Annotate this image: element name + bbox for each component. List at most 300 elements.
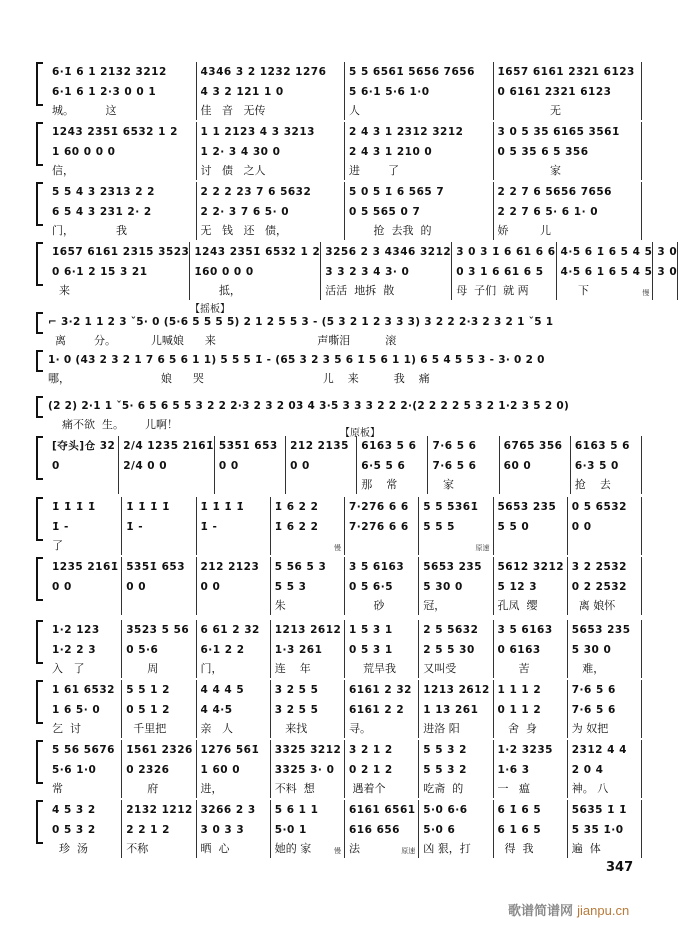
lower-voice: 6·1 2 2 xyxy=(200,644,245,656)
lyric: 抢 去我 的 xyxy=(349,224,432,237)
upper-voice: 3 2 5 5 xyxy=(274,684,319,696)
lyric: 下 xyxy=(560,284,590,297)
system-bracket xyxy=(36,312,43,334)
lower-voice: 1̇60 0 0 0 xyxy=(194,266,254,278)
upper-voice: 1213 2612 xyxy=(423,684,490,696)
measure xyxy=(344,122,493,180)
notation-line: 1· 0 (43 2 3 2 1 7 6 5 6 1 1) 5 5 5 1̇ - (65 3 2 3 5 6 1̇ 5 6 1 1) 6 5 4 5 5 3 - 3· 0 2 0 xyxy=(48,354,545,366)
lyric: 不料 想 xyxy=(274,782,315,795)
measure xyxy=(567,800,642,858)
lyric: 无 xyxy=(497,104,561,117)
lower-voice: 0 5 3 2 xyxy=(52,824,96,836)
lower-voice: 0 5·6 xyxy=(126,644,159,656)
measure xyxy=(270,680,344,738)
system-bracket xyxy=(36,800,43,844)
measure-row xyxy=(48,800,642,858)
tempo-annotation: 原速 xyxy=(401,847,416,855)
system-bracket xyxy=(36,396,43,418)
lyric: 她的 家 xyxy=(274,842,312,855)
lower-voice: 0 5 1 2 xyxy=(126,704,170,716)
upper-voice: 5 5 5361̇ xyxy=(423,501,479,513)
measure xyxy=(427,436,498,494)
watermark-en: jianpu.cn xyxy=(577,903,630,918)
measure-row xyxy=(48,62,642,120)
lower-voice: 1 60 0 xyxy=(200,764,241,776)
upper-voice: 5653 235 xyxy=(571,624,631,636)
measure xyxy=(344,497,418,555)
upper-voice: 6161 2 32 xyxy=(349,684,412,696)
measure xyxy=(418,497,492,555)
lower-voice: 0 2 1 2 xyxy=(349,764,393,776)
lower-voice: 1·3 261 xyxy=(274,644,323,656)
measure xyxy=(48,497,121,555)
upper-voice: 5 5 6561̇ 5656 7656 xyxy=(349,66,475,78)
upper-voice: 3 0 xyxy=(657,246,678,258)
lower-voice: 0 0 xyxy=(200,581,221,593)
lyric: 冠， xyxy=(423,599,446,612)
lyric: 了 xyxy=(52,539,63,552)
measure xyxy=(418,680,492,738)
system-bracket xyxy=(36,122,43,166)
lower-voice: 0 3 1 6 61 6 5 xyxy=(456,266,544,278)
upper-voice: 1213 2612 xyxy=(274,624,342,636)
measure xyxy=(270,740,344,798)
system-bracket xyxy=(36,620,43,664)
lyric: 孔凤 缨 xyxy=(497,599,538,612)
measure xyxy=(418,800,492,858)
measure xyxy=(48,800,121,858)
lyric: 舍 身 xyxy=(497,722,537,735)
measure xyxy=(48,740,121,798)
measure xyxy=(356,436,427,494)
lyric: 又叫受 xyxy=(423,662,457,675)
lower-voice: 3 0 3 3 xyxy=(200,824,245,836)
lower-voice: 0 2326 xyxy=(126,764,170,776)
measure xyxy=(493,182,643,240)
upper-voice: 2 2 2 23 7 6 5632 xyxy=(200,186,312,198)
lower-voice: 2 2 7 6 5· 6 1· 0 xyxy=(497,206,599,218)
upper-voice: 3325 3212 xyxy=(274,744,342,756)
lower-voice: 1̇ 6 2 2 xyxy=(274,521,319,533)
lower-voice: 2 4 3 1 210 0 xyxy=(349,146,433,158)
lower-voice: 2 5 5 30 xyxy=(423,644,475,656)
upper-voice: 1̇ 1̇ 1̇ 1̇ xyxy=(52,501,96,513)
upper-voice: 1̇ 1̇ 1̇ 1̇ xyxy=(126,501,170,513)
measure xyxy=(567,620,642,678)
lower-voice: 5 12 3 xyxy=(497,581,538,593)
lower-voice: 1 60 0 0 0 xyxy=(52,146,116,158)
lower-voice: 1·2 2 3 xyxy=(52,644,97,656)
lyric: 城。 这 xyxy=(52,104,117,117)
upper-voice: 1̇ 6 2 2 xyxy=(274,501,319,513)
upper-voice: 5 5 4 3 2313 2 2 xyxy=(52,186,155,198)
lyric: 苦 xyxy=(497,662,530,675)
measure xyxy=(270,557,344,615)
lyric: 信， xyxy=(52,164,74,177)
lower-voice: 1 6 5· 0 xyxy=(52,704,101,716)
measure xyxy=(652,242,678,300)
lower-voice: 2 2· 3 7 6 5· 0 xyxy=(200,206,290,218)
lyric xyxy=(498,537,567,555)
lyric xyxy=(290,476,356,494)
upper-voice: 3266 2 3 xyxy=(200,804,256,816)
upper-voice: 3523 5 56 xyxy=(126,624,190,636)
measure xyxy=(270,497,344,555)
upper-voice: 7·6 5 6 xyxy=(432,440,477,452)
single-staff xyxy=(48,312,642,350)
measure xyxy=(493,740,567,798)
lyric: 亲 人 xyxy=(200,722,233,735)
lyric: 母 子们 就 两 xyxy=(456,284,529,297)
measure-row xyxy=(48,182,642,240)
upper-voice: 1276 561̇ xyxy=(200,744,260,756)
measure xyxy=(121,557,195,615)
lower-voice: 6161 2 2 xyxy=(349,704,405,716)
lyric: 家 xyxy=(497,164,561,177)
upper-voice: [夺头]仓 32 xyxy=(52,440,116,452)
lyric: 荒旱我 xyxy=(349,662,396,675)
measure xyxy=(493,557,567,615)
lyric: 不称 xyxy=(126,842,149,855)
measure xyxy=(196,800,270,858)
system-bracket xyxy=(36,350,43,372)
upper-voice: 5351̇ 653 xyxy=(218,440,278,452)
lyric xyxy=(201,537,270,555)
lower-voice: 2 2 1 2 xyxy=(126,824,170,836)
lyric: 无 钱 还 债， xyxy=(200,224,287,237)
lower-voice: 5 5 3 2 xyxy=(423,764,467,776)
lower-voice: 0 0 xyxy=(218,460,239,472)
lyric: 那 常 xyxy=(361,478,398,491)
system-bracket xyxy=(36,740,43,784)
lyric: 入 了 xyxy=(52,662,85,675)
measure xyxy=(196,182,345,240)
lower-voice: 1·6 3 xyxy=(497,764,530,776)
lower-voice: 60 0 xyxy=(503,460,532,472)
lower-voice: 6·1 6 1 2·3 0 0 1 xyxy=(52,86,157,98)
lyric: 一 瘟 xyxy=(497,782,530,795)
measure xyxy=(344,557,418,615)
page-number: 347 xyxy=(606,860,634,875)
system-bracket xyxy=(36,242,43,286)
lower-voice: 616 656 xyxy=(349,824,400,836)
single-staff xyxy=(48,350,642,388)
upper-voice: 5351̇ 653 xyxy=(126,561,186,573)
upper-voice: 2 2 7 6 5656 7656 xyxy=(497,186,612,198)
yaoban-marking: 【摇板】 xyxy=(190,304,230,315)
measure-row xyxy=(48,497,642,555)
lower-voice: 1̇ - xyxy=(52,521,69,533)
measure xyxy=(570,436,642,494)
measure xyxy=(196,740,270,798)
measure xyxy=(48,62,196,120)
upper-voice: 1243 2351̇ 6532 1 2 xyxy=(52,126,178,138)
upper-voice: 6163 5 6 xyxy=(574,440,630,452)
lyric: 家 xyxy=(432,478,454,491)
lyric xyxy=(349,537,418,555)
measure xyxy=(567,680,642,738)
upper-voice: 6161 6561 xyxy=(349,804,416,816)
lower-voice: 6·3 5 0 xyxy=(574,460,619,472)
upper-voice: 3 0 3 1̇ 6 61 6 6 xyxy=(456,246,556,258)
upper-voice: 5 6 1 1 xyxy=(274,804,319,816)
measure xyxy=(451,242,555,300)
upper-voice: 2 4 3 1 2312 3212 xyxy=(349,126,464,138)
measure xyxy=(196,62,345,120)
watermark-cn: 歌谱简谱网 xyxy=(508,904,574,919)
measure xyxy=(270,800,344,858)
lyric: 讨 债 之人 xyxy=(200,164,266,177)
measure xyxy=(196,122,345,180)
lyric: 进， xyxy=(200,782,223,795)
measure xyxy=(48,182,196,240)
tempo-annotation: 原速 xyxy=(475,544,490,552)
lyric: 晒 心 xyxy=(200,842,230,855)
lyric: 府 xyxy=(126,782,159,795)
lower-voice: 5 30 0 xyxy=(423,581,463,593)
upper-voice: 0 5 6532 xyxy=(571,501,627,513)
lower-voice: 1 13 261 xyxy=(423,704,479,716)
measure xyxy=(320,242,451,300)
measure xyxy=(48,122,196,180)
lower-voice: 5 5 5 xyxy=(423,521,455,533)
lyric: 乞 讨 xyxy=(52,722,81,735)
measure xyxy=(118,436,214,494)
lyric xyxy=(52,476,118,494)
upper-voice: 1 1 2123 4 3 3213 xyxy=(200,126,315,138)
lower-voice: 4 4·5 xyxy=(200,704,233,716)
lyric xyxy=(201,597,270,615)
yuanban-marking: 【原板】 xyxy=(340,428,380,439)
lower-voice: 5 30 0 xyxy=(571,644,612,656)
lyric: 常 xyxy=(52,782,63,795)
measure xyxy=(270,620,344,678)
notation-line: ⌐ 3·2 1 1 2 3 ˇ5· 0 (5·6 5 5 5 5) 2 1 2 5 5 3 - (5 3 2 1 2 3 3 3) 3 2 2 2·3 2 3 2 1 ˇ5 1 xyxy=(48,316,554,328)
lyric-line: 哪， 娘 哭 儿 来 我 痛 xyxy=(48,372,430,385)
upper-voice: 2132 1212 xyxy=(126,804,193,816)
lyric: 来找 xyxy=(274,722,308,735)
upper-voice: 6 61 2 32 xyxy=(200,624,260,636)
upper-voice: 6765 356 xyxy=(503,440,563,452)
lower-voice: 5 6·1 5·6 1·0 xyxy=(349,86,430,98)
measure xyxy=(196,680,270,738)
lower-voice: 0 0 xyxy=(52,581,72,593)
upper-voice: 5·0 6·6 xyxy=(423,804,468,816)
lower-voice: 3 3 2 3 4 3· 0 xyxy=(325,266,410,278)
measure xyxy=(121,620,195,678)
upper-voice: 1243 2351̇ 6532 1 2 xyxy=(194,246,321,258)
upper-voice: 5 56 5676 xyxy=(52,744,115,756)
lower-voice: 0 0 xyxy=(290,460,310,472)
lyric xyxy=(123,476,214,494)
lower-voice: 1 2· 3 4 30 0 xyxy=(200,146,281,158)
lower-voice: 2/4 0 0 xyxy=(123,460,168,472)
upper-voice: 5 5 1 2 xyxy=(126,684,170,696)
tempo-annotation: 慢 xyxy=(334,544,341,552)
upper-voice: 212 2135 xyxy=(290,440,349,452)
measure-row xyxy=(48,620,642,678)
lyric: 离 娘怀 xyxy=(571,599,616,612)
upper-voice: 4 4 4 5 xyxy=(200,684,245,696)
lyric: 门， xyxy=(200,662,223,675)
measure-row xyxy=(48,122,642,180)
lyric: 吃斋 的 xyxy=(423,782,464,795)
measure xyxy=(493,800,567,858)
lyric: 难， xyxy=(571,662,605,675)
upper-voice: 7·6 5 6 xyxy=(571,684,616,696)
measure xyxy=(344,182,493,240)
upper-voice: 5635 1̇ 1̇ xyxy=(571,804,627,816)
measure xyxy=(48,436,118,494)
lyric: 遇着个 xyxy=(349,782,386,795)
measure xyxy=(121,740,195,798)
lyric xyxy=(572,537,641,555)
measure xyxy=(121,497,195,555)
upper-voice: 7·276 6 6 xyxy=(349,501,409,513)
lyric: 凶 狠，打 xyxy=(423,842,471,855)
upper-voice: 212 2123 xyxy=(200,561,260,573)
lyric: 寻。 xyxy=(349,722,371,735)
lower-voice: 0 5 3 1 xyxy=(349,644,393,656)
upper-voice: 1 61 6532 xyxy=(52,684,115,696)
tempo-annotation: 慢 xyxy=(334,847,341,855)
lower-voice: 5·0 1 xyxy=(274,824,307,836)
lower-voice: 3 2 5 5 xyxy=(274,704,319,716)
lyric xyxy=(219,476,285,494)
upper-voice: 1 5 3 1 xyxy=(349,624,393,636)
upper-voice: 5 56 5 3 xyxy=(274,561,327,573)
lyric: 连 年 xyxy=(274,662,311,675)
lower-voice: 4·5 6 1 6 5 4 5 xyxy=(560,266,653,278)
measure xyxy=(48,242,189,300)
system-bracket xyxy=(36,680,43,724)
measure xyxy=(121,680,195,738)
lower-voice: 3 0 xyxy=(657,266,678,278)
measure xyxy=(493,680,567,738)
lower-voice: 0 xyxy=(52,460,60,472)
measure-row xyxy=(48,242,678,300)
lower-voice: 1̇ - xyxy=(126,521,144,533)
measure xyxy=(48,557,121,615)
system-bracket xyxy=(36,182,43,226)
lyric: 砂 xyxy=(349,599,385,612)
lyric: 人 xyxy=(349,104,360,117)
lyric: 来 xyxy=(52,284,70,297)
measure xyxy=(344,800,418,858)
upper-voice: 3 2 2532 xyxy=(571,561,627,573)
upper-voice: 1̇ 1̇ 1̇ 1̇ xyxy=(200,501,245,513)
upper-voice: 4 5 3 2 xyxy=(52,804,96,816)
measure xyxy=(556,242,653,300)
lower-voice: 0 0 xyxy=(571,521,592,533)
upper-voice: 3 5 6163 xyxy=(349,561,405,573)
lyric: 娇 儿 xyxy=(497,224,551,237)
lower-voice: 0 5 565 0 7 xyxy=(349,206,421,218)
lower-voice: 6 5 4 3 231 2· 2 xyxy=(52,206,152,218)
upper-voice: 2312 4 4 xyxy=(571,744,627,756)
lower-voice: 7·276 6 6 xyxy=(349,521,409,533)
upper-voice: 1̇657 6161 2315 3523 xyxy=(52,246,190,258)
measure-row xyxy=(48,680,642,738)
lower-voice: 5 5 0 xyxy=(497,521,530,533)
measure xyxy=(418,557,492,615)
measure xyxy=(493,62,643,120)
lyric: 活活 地拆 散 xyxy=(325,284,395,297)
lower-voice: 0 5 35 6 5 356 xyxy=(497,146,589,158)
lyric: 为 奴把 xyxy=(571,722,609,735)
tempo-annotation: 慢 xyxy=(642,289,650,297)
measure xyxy=(189,242,320,300)
notation-line: (2 2) 2·1 1 ˇ5· 6 5 6 5 5 3 2 2 2·3 2 3 2 03 4 3·5 3 3 3 2 2 2·(2 2 2 2 5 3 2 1·2 3 5 2 0) xyxy=(48,400,570,412)
upper-voice: 3 2 1 2 xyxy=(349,744,393,756)
upper-voice: 1̇657 6161 2321 6123 xyxy=(497,66,635,78)
measure xyxy=(196,620,270,678)
measure xyxy=(344,620,418,678)
lower-voice: 5 5 3 xyxy=(274,581,307,593)
upper-voice: 5 5 3 2 xyxy=(423,744,467,756)
lower-voice: 6·5 5 6 xyxy=(361,460,406,472)
lower-voice: 6 1 6 5 xyxy=(497,824,542,836)
measure xyxy=(344,680,418,738)
lyric: 法 xyxy=(349,842,360,855)
lower-voice: 2 0 4 xyxy=(571,764,604,776)
measure xyxy=(499,436,570,494)
lower-voice: 3325 3· 0 xyxy=(274,764,335,776)
lyric xyxy=(52,597,121,615)
lower-voice: 0 5 6·5 xyxy=(349,581,394,593)
lower-voice: 0 6161 2321 6123 xyxy=(497,86,612,98)
upper-voice: 5 0 5 1̇ 6 565 7 xyxy=(349,186,445,198)
measure xyxy=(196,497,270,555)
measure xyxy=(196,557,270,615)
measure xyxy=(214,436,285,494)
upper-voice: 1235 2161̇ xyxy=(52,561,119,573)
lower-voice: 1̇ - xyxy=(200,521,218,533)
lyric xyxy=(126,597,195,615)
lyric: 朱 xyxy=(274,599,286,612)
lower-voice: 0 6163 xyxy=(497,644,541,656)
upper-voice: 4346 3 2 1232 1276 xyxy=(200,66,327,78)
lyric: 进洛 阳 xyxy=(423,722,460,735)
lyric: 遍 体 xyxy=(571,842,601,855)
upper-voice: 6 1̇ 6 5 xyxy=(497,804,542,816)
lyric: 佳 音 无传 xyxy=(200,104,266,117)
lower-voice: 7·6 5 6 xyxy=(432,460,477,472)
lyric xyxy=(504,476,570,494)
upper-voice: 3 0 5 35 6165 3561̇ xyxy=(497,126,620,138)
lyric xyxy=(657,282,677,300)
lower-voice: 0 6·1 2 15 3 21 xyxy=(52,266,148,278)
upper-voice: 4·5 6 1̇ 6 5 4 5 xyxy=(560,246,653,258)
measure-row xyxy=(48,436,642,494)
measure xyxy=(567,557,642,615)
lyric: 千里把 xyxy=(126,722,167,735)
lower-voice: 4 3 2 121 1 0 xyxy=(200,86,284,98)
lower-voice: 0 1 1 2 xyxy=(497,704,542,716)
measure xyxy=(493,497,567,555)
lyric: 得 我 xyxy=(497,842,534,855)
lyric: 抵， xyxy=(194,284,241,297)
upper-voice: 6163 5 6 xyxy=(361,440,417,452)
system-bracket xyxy=(36,436,43,480)
upper-voice: 3 5 6163 xyxy=(497,624,553,636)
measure xyxy=(493,122,643,180)
watermark xyxy=(508,900,629,919)
lower-voice: 5 35 1̇·0 xyxy=(571,824,624,836)
upper-voice: 1·2 3235 xyxy=(497,744,553,756)
lyric-line: 离 分。 儿喊娘 来 声嘶泪 滚 xyxy=(48,334,397,347)
upper-voice: 5653 235 xyxy=(497,501,557,513)
